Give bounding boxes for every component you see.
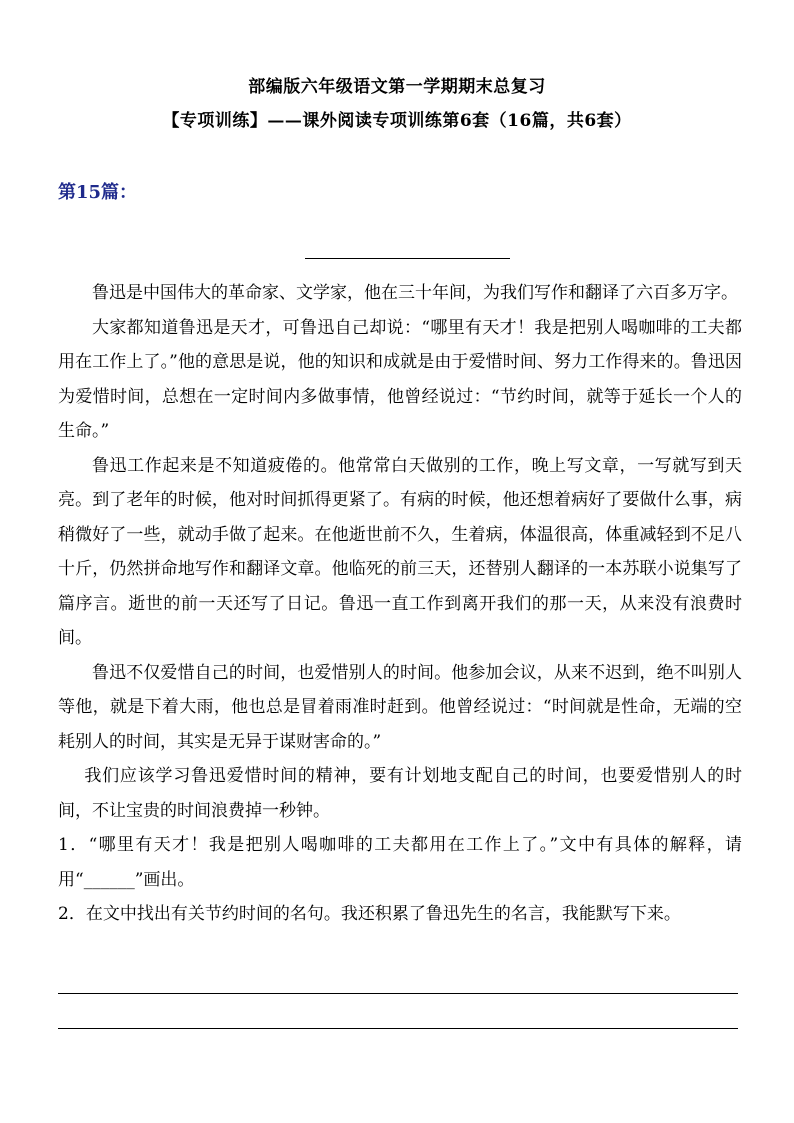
article-paragraph-1: 鲁迅是中国伟大的革命家、文学家，他在三十年间，为我们写作和翻译了六百多万字。 — [92, 283, 738, 303]
article-body — [58, 276, 742, 932]
article-paragraph-2: 大家都知道鲁迅是天才，可鲁迅自己却说：“哪里有天才！我是把别人喝咖啡的工夫都用在工作上了。”他的意思是说，他的知识和成就是由于爱惜时间、努力工作得来的。鲁迅因为爱惜时间，总想在一定时间内多做事情，他曾经说过：“节约时间，就等于延长一个人的生命。” — [58, 317, 742, 441]
article-title-blank — [305, 258, 510, 259]
section-label: 第15篇： — [58, 182, 138, 203]
question-1: 1．“哪里有天才！我是把别人喝咖啡的工夫都用在工作上了。”文中有具体的解释，请用“______”画出。 — [58, 835, 742, 890]
article-paragraph-3: 鲁迅工作起来是不知道疲倦的。他常常白天做别的工作，晚上写文章，一写就写到天亮。到了老年的时候，他对时间抓得更紧了。有病的时候，他还想着病好了要做什么事，病稍微好了一些，就动手做了起来。在他逝世前不久，生着病，体温很高，体重减轻到不足八十斤，仍然拼命地写作和翻译文章。他临死的前三天，还替别人翻译的一本苏联小说集写了篇序言。逝世的前一天还写了日记。鲁迅一直工作到离开我们的那一天，从来没有浪费时间。 — [58, 455, 742, 648]
answer-line[interactable] — [58, 1028, 738, 1029]
article-paragraph-4: 鲁迅不仅爱惜自己的时间，也爱惜别人的时间。他参加会议，从来不迟到，绝不叫别人等他，就是下着大雨，他也总是冒着雨准时赶到。他曾经说过：“时间就是性命，无端的空耗别人的时间，其实是无异于谋财害命的。” — [58, 662, 742, 752]
document-title: 部编版六年级语文第一学期期末总复习 — [248, 77, 546, 97]
question-2: 2．在文中找出有关节约时间的名句。我还积累了鲁迅先生的名言，我能默写下来。 — [58, 904, 681, 924]
answer-line[interactable] — [58, 993, 738, 994]
document-subtitle: 【专项训练】——课外阅读专项训练第6套（16篇，共6套） — [162, 111, 632, 131]
article-paragraph-5: 我们应该学习鲁迅爱惜时间的精神，要有计划地支配自己的时间，也要爱惜别人的时间，不让宝贵的时间浪费掉一秒钟。 — [58, 766, 742, 821]
